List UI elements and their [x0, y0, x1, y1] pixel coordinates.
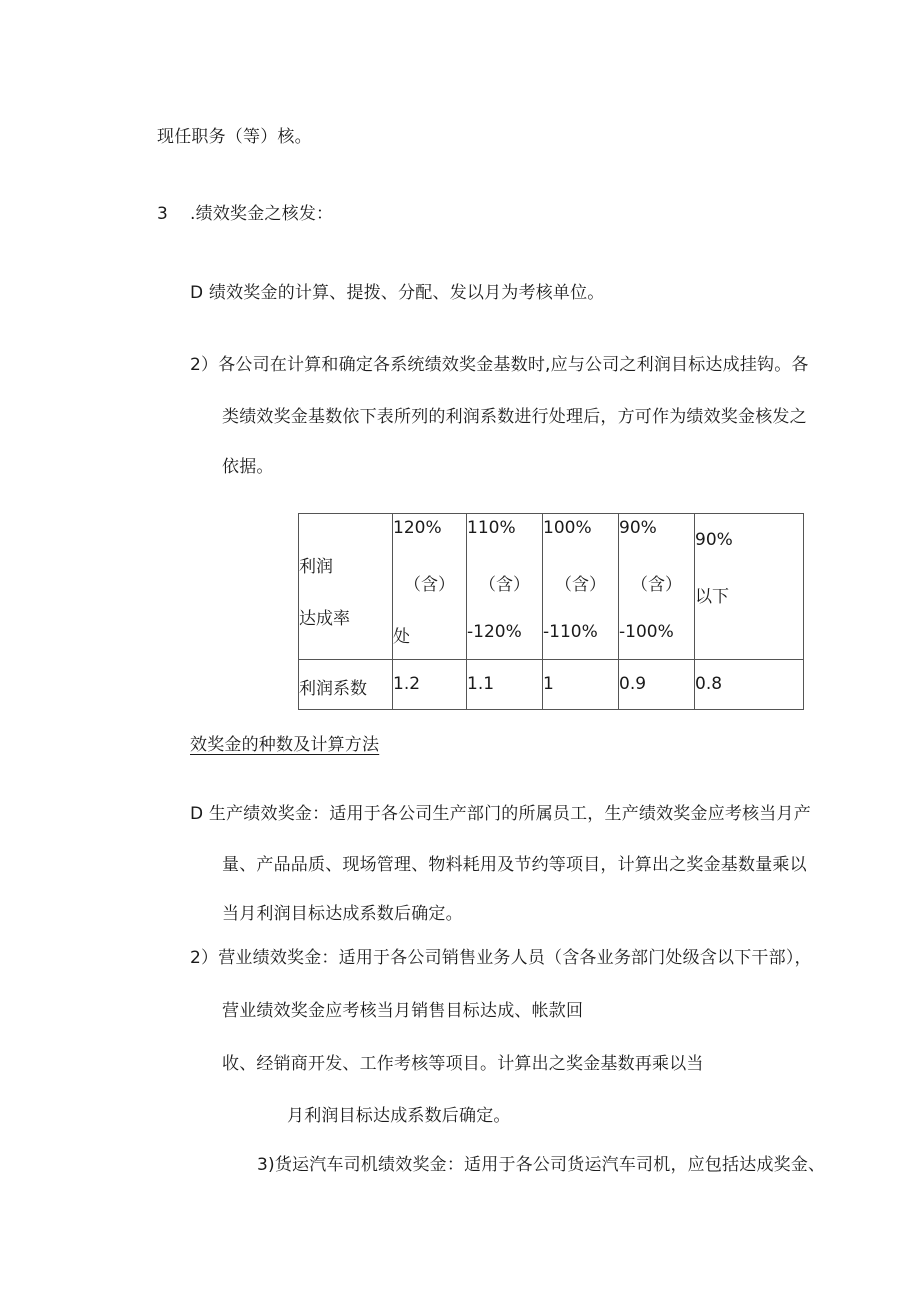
sales-bonus-line-4: 月利润目标达成系数后确定。: [287, 1106, 511, 1126]
range-lower: 处: [393, 627, 410, 647]
range-inclusive: （含）: [479, 575, 530, 595]
coefficient-value: 0.9: [619, 674, 647, 694]
driver-bonus-line-1: 3)货运汽车司机绩效奖金：适用于各公司货运汽车司机，应包括达成奖金、: [257, 1155, 826, 1175]
table-cell: [695, 660, 804, 710]
range-upper: 90%: [695, 530, 733, 550]
table-cell: [543, 514, 619, 660]
table-cell: [619, 660, 695, 710]
range-lower: -100%: [619, 622, 674, 642]
production-bonus-line-3: 当月利润目标达成系数后确定。: [222, 904, 463, 924]
production-bonus-line-1: D 生产绩效奖金：适用于各公司生产部门的所属员工，生产绩效奖金应考核当月产: [190, 804, 811, 824]
table-cell: [467, 514, 543, 660]
table-header-cell: [299, 660, 393, 710]
range-upper: 120%: [393, 518, 442, 538]
paragraph-line-1: 现任职务（等）核。: [157, 127, 312, 147]
item-1-line: D 绩效奖金的计算、提拨、分配、发以月为考核单位。: [190, 283, 605, 303]
range-lower: -110%: [543, 622, 598, 642]
section-heading-3: [157, 202, 333, 226]
sales-bonus-line-2: 营业绩效奖金应考核当月销售目标达成、帐款回: [222, 1001, 584, 1021]
range-inclusive: （含）: [555, 575, 606, 595]
production-bonus-line-2: 量、产品品质、现场管理、物料耗用及节约等项目，计算出之奖金基数量乘以: [222, 855, 807, 875]
section-number: 3: [157, 204, 169, 224]
table-cell: [543, 660, 619, 710]
subsection-heading: 效奖金的种数及计算方法: [190, 735, 380, 755]
range-lower: -120%: [467, 622, 522, 642]
table-cell: [619, 514, 695, 660]
row-label-coefficient: 利润系数: [299, 679, 367, 699]
sales-bonus-line-1: 2）营业绩效奖金：适用于各公司销售业务人员（含各业务部门处级含以下干部），: [190, 948, 812, 968]
range-upper: 90%: [619, 518, 657, 538]
range-inclusive: （含）: [404, 575, 455, 595]
range-below: 以下: [695, 587, 729, 607]
table-header-cell: [299, 514, 393, 660]
coefficient-value: 1.1: [467, 674, 495, 694]
coefficient-value: 1: [543, 674, 554, 694]
table-cell: [393, 660, 467, 710]
table-cell: [467, 660, 543, 710]
table-cell: [393, 514, 467, 660]
range-upper: 100%: [543, 518, 592, 538]
item-2-line-2: 类绩效奖金基数依下表所列的利润系数进行处理后，方可作为绩效奖金核发之: [222, 407, 807, 427]
sales-bonus-line-3: 收、经销商开发、工作考核等项目。计算出之奖金基数再乘以当: [222, 1054, 704, 1074]
range-upper: 110%: [467, 518, 516, 538]
section-title: .绩效奖金之核发：: [190, 204, 334, 224]
profit-coefficient-table: [298, 513, 804, 710]
item-2-line-3: 依据。: [222, 457, 274, 477]
table-cell: [695, 514, 804, 660]
header-label-profit: 利润: [299, 557, 333, 577]
item-2-line-1: 2）各公司在计算和确定各系统绩效奖金基数时,应与公司之利润目标达成挂钩。各: [190, 355, 809, 375]
range-inclusive: （含）: [631, 575, 682, 595]
coefficient-value: 1.2: [393, 674, 421, 694]
header-label-rate: 达成率: [299, 609, 350, 629]
table-row: [299, 660, 804, 710]
coefficient-value: 0.8: [695, 674, 723, 694]
table-row: [299, 514, 804, 660]
